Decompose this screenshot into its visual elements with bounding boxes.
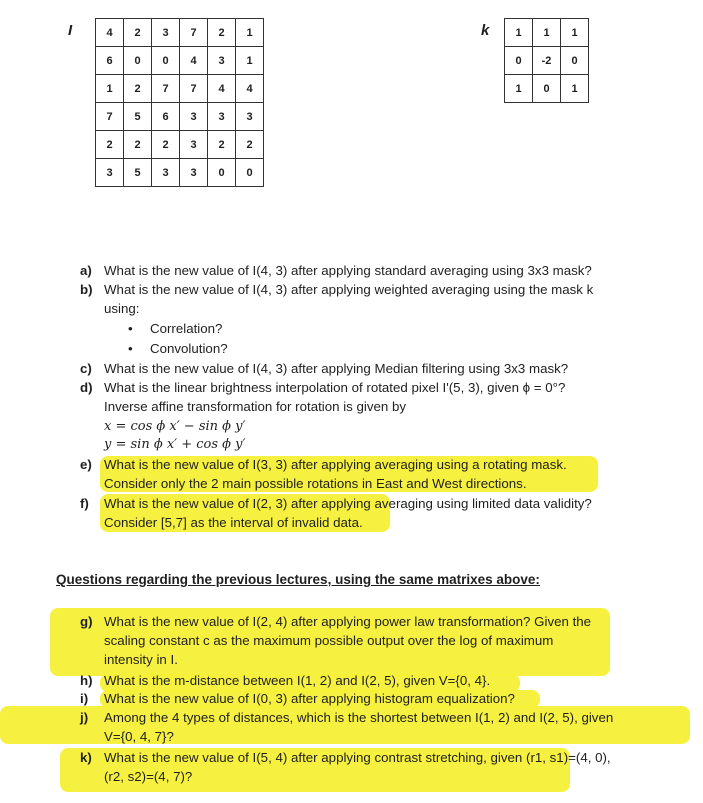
matrix-k-cell: 0 xyxy=(561,47,589,75)
question-h-label: h) xyxy=(80,673,93,688)
matrix-i-cell: 6 xyxy=(152,103,180,131)
question-g-cont2: intensity in I. xyxy=(104,652,178,667)
matrix-i-cell: 2 xyxy=(208,131,236,159)
matrix-i-cell: 1 xyxy=(96,75,124,103)
question-e-label: e) xyxy=(80,457,92,472)
matrix-i-cell: 2 xyxy=(208,19,236,47)
question-k-cont: (r2, s2)=(4, 7)? xyxy=(104,769,193,784)
question-h-text: What is the m-distance between I(1, 2) and I(2, 5), given V={0, 4}. xyxy=(104,673,491,688)
matrix-k-label: k xyxy=(481,22,490,39)
question-d-label: d) xyxy=(80,380,93,395)
matrix-i-cell: 3 xyxy=(152,19,180,47)
question-d xyxy=(80,379,565,397)
matrix-k-row xyxy=(505,75,589,103)
matrix-i-cell: 4 xyxy=(180,47,208,75)
question-h xyxy=(80,672,490,690)
matrix-i-cell: 7 xyxy=(96,103,124,131)
matrix-i-cell: 2 xyxy=(96,131,124,159)
equation-y: y = sin ϕ x′ + cos ϕ y′ xyxy=(104,437,246,452)
question-i-label: i) xyxy=(80,691,89,706)
question-b xyxy=(80,281,593,299)
section-heading: Questions regarding the previous lectures, using the same matrixes above: xyxy=(56,572,540,587)
question-g-text: What is the new value of I(2, 4) after applying power law transformation? Given the xyxy=(104,614,592,629)
matrix-i-cell: 6 xyxy=(96,47,124,75)
bullet-correlation: • Correlation? xyxy=(150,320,222,338)
question-a-text: What is the new value of I(4, 3) after applying standard averaging using 3x3 mask? xyxy=(104,263,592,278)
matrix-i-row xyxy=(96,75,264,103)
bullet-convolution: • Convolution? xyxy=(150,340,228,358)
equation-x: x = cos ϕ x′ − sin ϕ y′ xyxy=(104,419,246,434)
matrix-i-cell: 0 xyxy=(236,159,264,187)
matrix-k-row xyxy=(505,47,589,75)
matrix-i-cell: 4 xyxy=(208,75,236,103)
question-j-label: j) xyxy=(80,710,89,725)
question-e-cont: Consider only the 2 main possible rotations in East and West directions. xyxy=(104,476,527,491)
matrix-k-cell: 0 xyxy=(533,75,561,103)
matrix-k-table xyxy=(504,18,589,103)
matrix-i-row xyxy=(96,159,264,187)
question-d-text: What is the linear brightness interpolation of rotated pixel I'(5, 3), given ϕ = 0°? xyxy=(104,380,566,395)
question-j xyxy=(80,709,613,727)
question-f xyxy=(80,495,592,513)
matrix-i-row xyxy=(96,131,264,159)
matrix-i-row xyxy=(96,19,264,47)
matrix-i-cell: 0 xyxy=(152,47,180,75)
matrix-i-cell: 7 xyxy=(180,75,208,103)
question-f-label: f) xyxy=(80,496,89,511)
question-c-text: What is the new value of I(4, 3) after applying Median filtering using 3x3 mask? xyxy=(104,361,569,376)
question-b-label: b) xyxy=(80,282,93,297)
matrix-k-cell: -2 xyxy=(533,47,561,75)
matrix-i-label: I xyxy=(68,22,73,39)
matrix-i-cell: 2 xyxy=(152,131,180,159)
matrix-k-cell: 0 xyxy=(505,47,533,75)
matrix-i-cell: 3 xyxy=(208,103,236,131)
question-a-label: a) xyxy=(80,263,92,278)
matrix-i-cell: 3 xyxy=(152,159,180,187)
matrix-i-cell: 5 xyxy=(124,103,152,131)
matrix-i-cell: 2 xyxy=(124,75,152,103)
matrix-k-cell: 1 xyxy=(561,19,589,47)
matrix-i-cell: 2 xyxy=(236,131,264,159)
matrix-i-row xyxy=(96,103,264,131)
question-g-label: g) xyxy=(80,614,93,629)
matrix-k-cell: 1 xyxy=(505,75,533,103)
question-k xyxy=(80,749,611,767)
matrix-i-cell: 3 xyxy=(236,103,264,131)
question-e xyxy=(80,456,567,474)
question-i xyxy=(80,690,515,708)
matrix-k-cell: 1 xyxy=(561,75,589,103)
matrix-i-cell: 2 xyxy=(124,131,152,159)
matrix-i-cell: 7 xyxy=(152,75,180,103)
matrix-i-cell: 0 xyxy=(124,47,152,75)
matrix-i-cell: 2 xyxy=(124,19,152,47)
matrix-i-cell: 1 xyxy=(236,19,264,47)
matrix-i-cell: 4 xyxy=(96,19,124,47)
matrix-i-cell: 3 xyxy=(96,159,124,187)
question-j-cont: V={0, 4, 7}? xyxy=(104,729,174,744)
matrix-i-cell: 0 xyxy=(208,159,236,187)
matrix-k-row xyxy=(505,19,589,47)
question-b-cont: using: xyxy=(104,301,140,316)
question-b-text: What is the new value of I(4, 3) after applying weighted averaging using the mask k xyxy=(104,282,594,297)
question-c xyxy=(80,360,568,378)
matrix-i-table xyxy=(95,18,264,187)
question-g-cont1: scaling constant c as the maximum possible output over the log of maximum xyxy=(104,633,554,648)
matrix-i-cell: 3 xyxy=(208,47,236,75)
matrix-i-cell: 3 xyxy=(180,103,208,131)
question-k-label: k) xyxy=(80,750,92,765)
question-f-text: What is the new value of I(2, 3) after applying averaging using limited data validity? xyxy=(104,496,592,511)
question-f-cont: Consider [5,7] as the interval of invalid data. xyxy=(104,515,363,530)
question-c-label: c) xyxy=(80,361,92,376)
matrix-i-cell: 4 xyxy=(236,75,264,103)
matrix-k-cell: 1 xyxy=(505,19,533,47)
question-j-text: Among the 4 types of distances, which is the shortest between I(1, 2) and I(2, 5), given xyxy=(104,710,614,725)
question-i-text: What is the new value of I(0, 3) after applying histogram equalization? xyxy=(104,691,515,706)
matrix-i-cell: 7 xyxy=(180,19,208,47)
matrix-k-cell: 1 xyxy=(533,19,561,47)
matrix-i-cell: 3 xyxy=(180,131,208,159)
matrix-i-row xyxy=(96,47,264,75)
question-d-cont: Inverse affine transformation for rotation is given by xyxy=(104,399,407,414)
question-k-text: What is the new value of I(5, 4) after applying contrast stretching, given (r1, s1)=(4, 0), xyxy=(104,750,611,765)
matrix-i-cell: 5 xyxy=(124,159,152,187)
matrix-i-cell: 3 xyxy=(180,159,208,187)
matrix-i-cell: 1 xyxy=(236,47,264,75)
question-g xyxy=(80,613,591,631)
question-a xyxy=(80,262,592,280)
question-e-text: What is the new value of I(3, 3) after applying averaging using a rotating mask. xyxy=(104,457,567,472)
